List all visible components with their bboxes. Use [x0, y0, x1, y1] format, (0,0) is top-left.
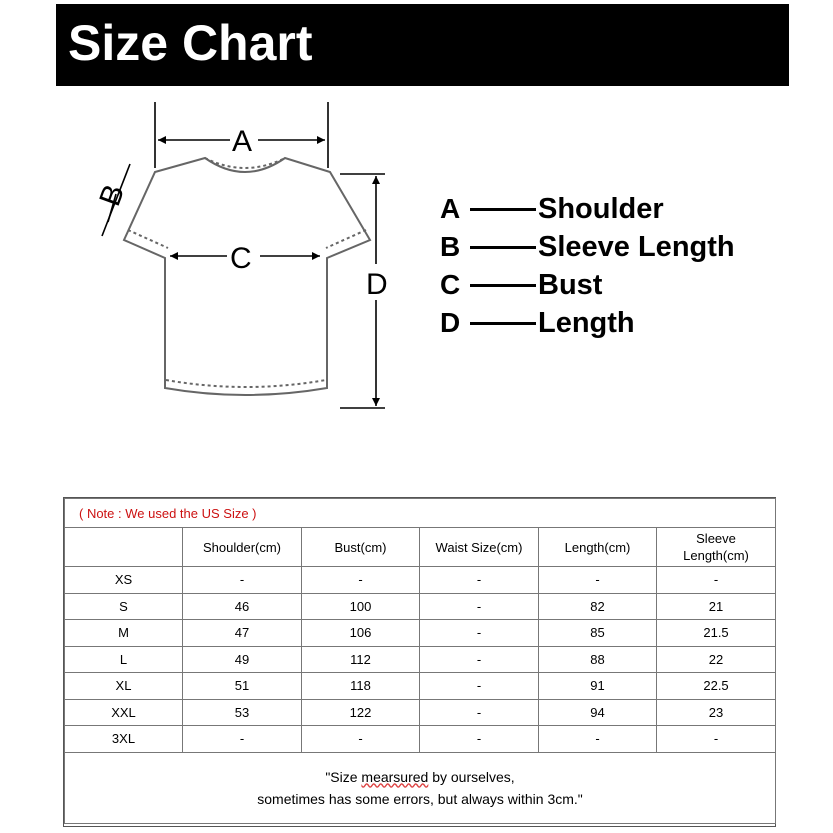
table-header-row [65, 528, 776, 567]
cell-bust: 100 [302, 593, 420, 620]
table-row [65, 646, 776, 673]
diagram-label-d: D [366, 268, 388, 301]
legend-dash [470, 322, 536, 325]
cell-size: L [65, 646, 183, 673]
legend-letter: C [440, 269, 461, 300]
diagram-label-b: B [93, 180, 132, 211]
diagram-label-a: A [232, 125, 253, 158]
disclaimer-line-2: sometimes has some errors, but always within 3cm." [257, 790, 583, 807]
tshirt-diagram [80, 96, 410, 436]
legend-item [440, 304, 820, 342]
measure-arrowheads [158, 136, 380, 406]
cell-shoulder: - [183, 567, 302, 594]
legend-letter: B [440, 231, 461, 262]
header-cell-bust: Bust(cm) [302, 528, 420, 567]
legend-item [440, 266, 820, 304]
measurement-legend [440, 190, 820, 342]
title-bar [56, 4, 789, 86]
cell-size: XS [65, 567, 183, 594]
cell-length: 82 [539, 593, 657, 620]
tshirt-outline [124, 158, 370, 395]
cell-waist: - [420, 593, 539, 620]
cell-size: M [65, 620, 183, 647]
cell-bust: 112 [302, 646, 420, 673]
cell-bust: 118 [302, 673, 420, 700]
cell-shoulder: 51 [183, 673, 302, 700]
cell-size: S [65, 593, 183, 620]
cell-shoulder: 46 [183, 593, 302, 620]
disclaimer-text: by ourselves, [428, 768, 515, 785]
disclaimer-line-1 [65, 766, 775, 788]
cell-sleeve: 21 [657, 593, 776, 620]
cell-waist: - [420, 620, 539, 647]
cell-shoulder: 47 [183, 620, 302, 647]
size-note: ( Note : We used the US Size ) [65, 499, 776, 528]
cell-size: 3XL [65, 726, 183, 753]
header-cell-sleeve: Sleeve Length(cm) [657, 528, 776, 567]
legend-dash [470, 246, 536, 249]
header-cell-waist: Waist Size(cm) [420, 528, 539, 567]
cell-sleeve: 23 [657, 699, 776, 726]
cell-waist: - [420, 699, 539, 726]
cell-waist: - [420, 726, 539, 753]
table-row [65, 567, 776, 594]
cell-length: 91 [539, 673, 657, 700]
legend-label: Shoulder [538, 192, 664, 225]
cell-bust: - [302, 726, 420, 753]
cell-shoulder: - [183, 726, 302, 753]
header-cell-length: Length(cm) [539, 528, 657, 567]
legend-letter: D [440, 307, 461, 338]
cell-sleeve: - [657, 726, 776, 753]
cell-waist: - [420, 673, 539, 700]
table-row [65, 726, 776, 753]
legend-dash [470, 208, 536, 211]
header-cell-shoulder: Shoulder(cm) [183, 528, 302, 567]
cell-waist: - [420, 567, 539, 594]
legend-dash [470, 284, 536, 287]
legend-label: Length [538, 306, 635, 339]
table-row [65, 699, 776, 726]
diagram-label-c: C [230, 242, 252, 275]
legend-label: Sleeve Length [538, 230, 735, 263]
legend-letter: A [440, 193, 461, 224]
disclaimer-text: "Size [325, 768, 362, 785]
cell-bust: - [302, 567, 420, 594]
header-cell-size [65, 528, 183, 567]
measurement-disclaimer [65, 752, 776, 823]
cell-sleeve: 22.5 [657, 673, 776, 700]
cell-bust: 122 [302, 699, 420, 726]
cell-sleeve: 21.5 [657, 620, 776, 647]
cell-length: 88 [539, 646, 657, 673]
cell-length: - [539, 567, 657, 594]
cell-shoulder: 53 [183, 699, 302, 726]
cell-length: 85 [539, 620, 657, 647]
table-row [65, 620, 776, 647]
page-title: Size Chart [68, 15, 313, 71]
size-table [64, 498, 776, 824]
legend-item [440, 228, 820, 266]
legend-label: Bust [538, 268, 603, 301]
cell-size: XL [65, 673, 183, 700]
cell-shoulder: 49 [183, 646, 302, 673]
table-row [65, 593, 776, 620]
cell-size: XXL [65, 699, 183, 726]
size-table-container [63, 497, 776, 827]
cell-sleeve: - [657, 567, 776, 594]
cell-length: 94 [539, 699, 657, 726]
table-row [65, 673, 776, 700]
cell-length: - [539, 726, 657, 753]
legend-item [440, 190, 820, 228]
cell-bust: 106 [302, 620, 420, 647]
disclaimer-text-misspelled: mearsured [361, 768, 429, 785]
cell-sleeve: 22 [657, 646, 776, 673]
cell-waist: - [420, 646, 539, 673]
